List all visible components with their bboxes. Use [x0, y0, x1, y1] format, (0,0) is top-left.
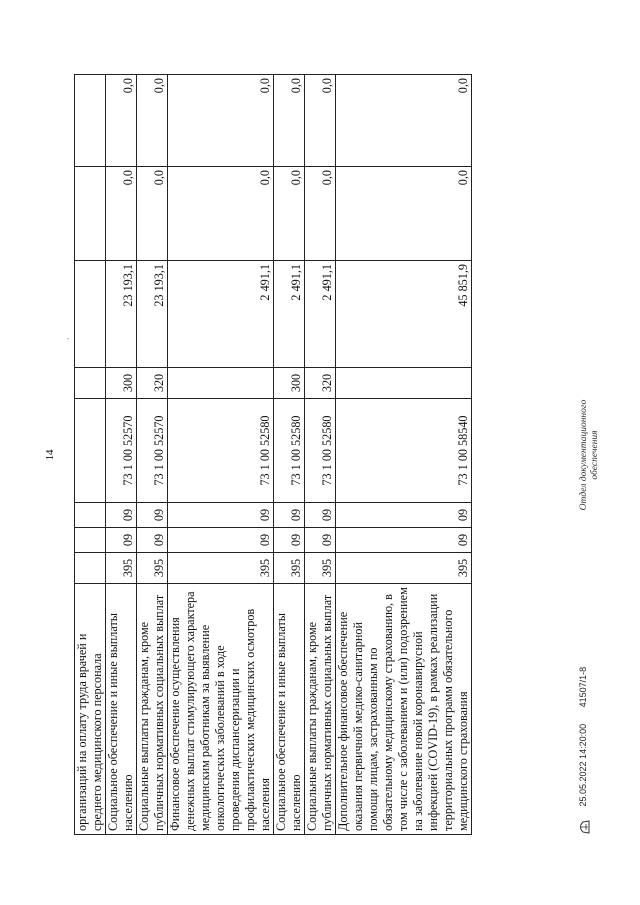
table-row — [305, 75, 336, 835]
scan-speck: · — [64, 337, 73, 340]
cell-csr: 73 1 00 52580 — [168, 399, 274, 503]
cell-year1 — [75, 261, 106, 368]
cell-gr: 395 — [168, 553, 274, 584]
cell-gr: 395 — [305, 553, 336, 584]
cell-rz: 09 — [106, 528, 137, 553]
cell-csr: 73 1 00 52570 — [137, 399, 168, 503]
cell-pr: 09 — [336, 503, 472, 528]
cell-rz: 09 — [305, 528, 336, 553]
cell-year3: 0,0 — [168, 75, 274, 167]
cell-year2: 0,0 — [305, 167, 336, 261]
cell-gr: 395 — [137, 553, 168, 584]
cell-vr: 300 — [106, 368, 137, 399]
cell-rz: 09 — [274, 528, 305, 553]
cell-vr: 320 — [305, 368, 336, 399]
cell-pr: 09 — [274, 503, 305, 528]
table-row — [274, 75, 305, 835]
cell-pr: 09 — [305, 503, 336, 528]
page-number: 14 — [44, 449, 56, 461]
cell-pr: 09 — [168, 503, 274, 528]
table-row — [168, 75, 274, 835]
cell-rz — [75, 528, 106, 553]
cell-year2 — [75, 167, 106, 261]
document-footer — [577, 575, 591, 835]
cell-year3: 0,0 — [305, 75, 336, 167]
cell-year2: 0,0 — [137, 167, 168, 261]
cell-year3 — [75, 75, 106, 167]
cell-year1: 45 851,9 — [336, 261, 472, 368]
cell-year1: 23 193,1 — [137, 261, 168, 368]
cell-gr: 395 — [274, 553, 305, 584]
cell-pr: 09 — [137, 503, 168, 528]
department-stamp — [579, 325, 601, 585]
coat-of-arms-icon — [577, 819, 591, 835]
cell-rz: 09 — [168, 528, 274, 553]
row-name: Социальные выплаты гражданам, кроме публичных нормативных социальных выплат — [137, 584, 168, 835]
row-name: организаций на оплату труда врачей и среднего медицинского персонала — [75, 584, 106, 835]
row-name: Дополнительное финансовое обеспечение оказания первичной медико-санитарной помощи лицам, застрахованным по обязательному медицинскому страхованию, в том числе с заболеванием и (или) подозрением на заболевание новой коронавирусной инфекцией (COVID-19), в рамках реализации территориальных программ обязательного медицинского страхования — [336, 584, 472, 835]
cell-csr: 73 1 00 52570 — [106, 399, 137, 503]
row-name: Социальные выплаты гражданам, кроме публичных нормативных социальных выплат — [305, 584, 336, 835]
cell-gr: 395 — [336, 553, 472, 584]
row-name: Социальное обеспечение и иные выплаты населению — [274, 584, 305, 835]
table-row — [106, 75, 137, 835]
cell-rz: 09 — [336, 528, 472, 553]
footer-doc-number: 41507/1-8 — [578, 666, 589, 708]
stamp-line-2: обеспечения — [590, 430, 600, 480]
cell-year3: 0,0 — [106, 75, 137, 167]
cell-year1: 2 491,1 — [168, 261, 274, 368]
cell-vr — [336, 368, 472, 399]
rotated-content — [34, 75, 600, 835]
cell-csr: 73 1 00 58540 — [336, 399, 472, 503]
table-row — [336, 75, 472, 835]
cell-year1: 2 491,1 — [274, 261, 305, 368]
cell-pr — [75, 503, 106, 528]
cell-year3: 0,0 — [274, 75, 305, 167]
stamp-line-1: Отдел документационного — [579, 399, 589, 511]
table-body — [75, 75, 472, 835]
cell-year2: 0,0 — [336, 167, 472, 261]
cell-vr: 300 — [274, 368, 305, 399]
cell-year3: 0,0 — [137, 75, 168, 167]
table-row — [137, 75, 168, 835]
row-name: Финансовое обеспечение осуществления денежных выплат стимулирующего характера медицинским работникам за выявление онкологических заболеваний в ходе проведения диспансеризации и профилактических медицинских осмотров населения — [168, 584, 274, 835]
footer-timestamp: 25.05.2022 14:20:00 — [578, 723, 589, 807]
cell-rz: 09 — [137, 528, 168, 553]
cell-gr: 395 — [106, 553, 137, 584]
cell-year2: 0,0 — [168, 167, 274, 261]
cell-csr — [75, 399, 106, 503]
row-name: Социальное обеспечение и иные выплаты населению — [106, 584, 137, 835]
cell-year3: 0,0 — [336, 75, 472, 167]
cell-csr: 73 1 00 52580 — [305, 399, 336, 503]
budget-table — [74, 74, 472, 835]
table-row — [75, 75, 106, 835]
cell-year1: 23 193,1 — [106, 261, 137, 368]
cell-csr: 73 1 00 52580 — [274, 399, 305, 503]
cell-pr: 09 — [106, 503, 137, 528]
cell-vr — [168, 368, 274, 399]
cell-year2: 0,0 — [106, 167, 137, 261]
cell-gr — [75, 553, 106, 584]
cell-year1: 2 491,1 — [305, 261, 336, 368]
cell-vr: 320 — [137, 368, 168, 399]
cell-year2: 0,0 — [274, 167, 305, 261]
cell-vr — [75, 368, 106, 399]
